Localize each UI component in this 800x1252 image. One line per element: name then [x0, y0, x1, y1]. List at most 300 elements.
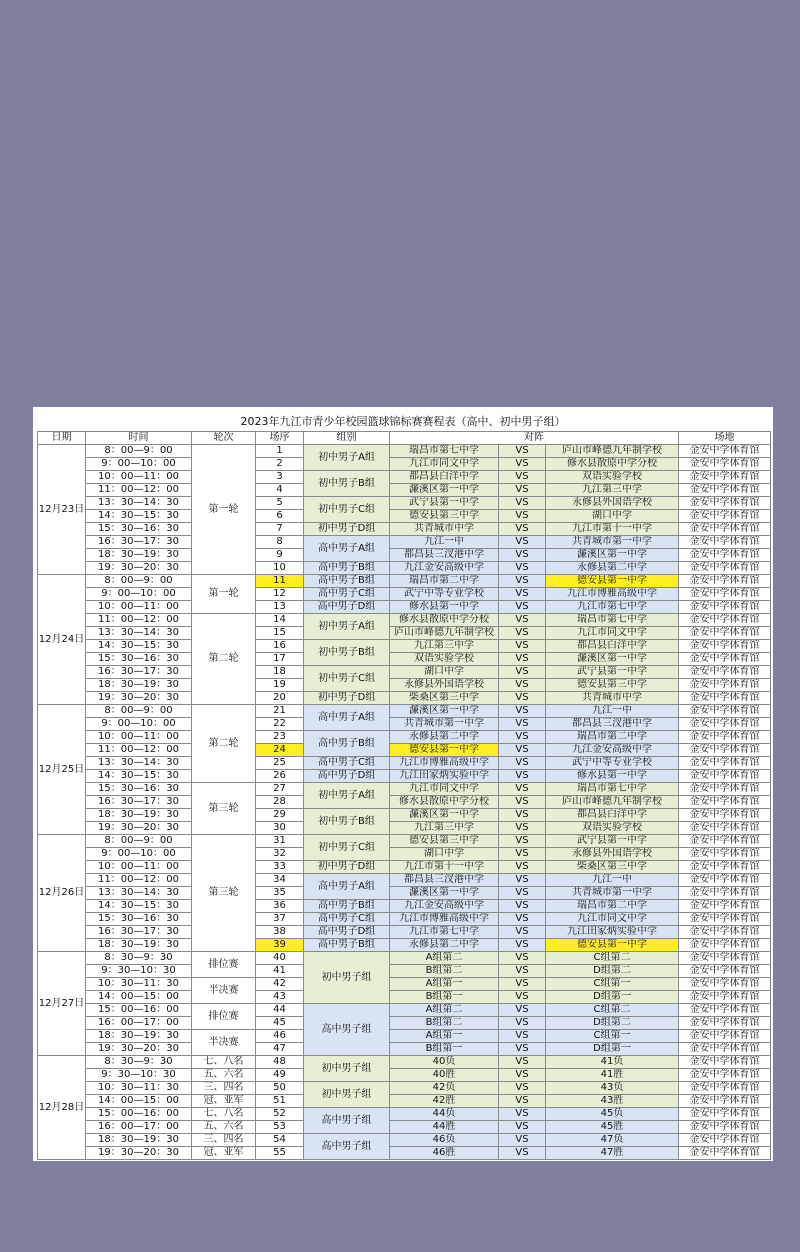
vs-label: VS — [499, 1069, 546, 1082]
team-home: 濂溪区第一中学 — [390, 484, 499, 497]
group-cell: 高中男子组 — [304, 1134, 390, 1160]
venue-cell: 金安中学体育馆 — [679, 1030, 771, 1043]
table-row — [38, 770, 771, 783]
game-number: 13 — [256, 601, 304, 614]
table-row — [38, 484, 771, 497]
game-number: 1 — [256, 445, 304, 458]
team-away: 修水县第一中学 — [546, 770, 679, 783]
round-cell: 七、八名 — [192, 1108, 256, 1121]
team-away: 47胜 — [546, 1147, 679, 1160]
team-home: 庐山市峰德九年制学校 — [390, 627, 499, 640]
team-away: 九江市同文中学 — [546, 913, 679, 926]
table-row — [38, 523, 771, 536]
team-home: 42负 — [390, 1082, 499, 1095]
game-number: 37 — [256, 913, 304, 926]
venue-cell: 金安中学体育馆 — [679, 731, 771, 744]
team-away: D组第一 — [546, 1043, 679, 1056]
team-away: 瑞昌市第二中学 — [546, 731, 679, 744]
team-home: A组第二 — [390, 1004, 499, 1017]
game-number: 33 — [256, 861, 304, 874]
venue-cell: 金安中学体育馆 — [679, 666, 771, 679]
vs-label: VS — [499, 601, 546, 614]
venue-cell: 金安中学体育馆 — [679, 991, 771, 1004]
table-row — [38, 822, 771, 835]
time-cell: 10：30—11：30 — [86, 978, 192, 991]
team-home: 瑞昌市第七中学 — [390, 445, 499, 458]
header-matchup: 对阵 — [390, 432, 679, 445]
time-cell: 18：30—19：30 — [86, 679, 192, 692]
team-away: 庐山市峰德九年制学校 — [546, 445, 679, 458]
venue-cell: 金安中学体育馆 — [679, 822, 771, 835]
table-row — [38, 588, 771, 601]
game-number: 51 — [256, 1095, 304, 1108]
table-row — [38, 510, 771, 523]
round-cell: 五、六名 — [192, 1069, 256, 1082]
table-row — [38, 705, 771, 718]
round-cell: 第三轮 — [192, 835, 256, 952]
game-number: 45 — [256, 1017, 304, 1030]
page-title: 2023年九江市青少年校园篮球锦标赛赛程表（高中、初中男子组） — [240, 415, 566, 428]
team-home: 永修县第二中学 — [390, 731, 499, 744]
time-cell: 16：30—17：30 — [86, 926, 192, 939]
group-cell: 初中男子D组 — [304, 861, 390, 874]
team-away: 共青城市第一中学 — [546, 536, 679, 549]
date-cell: 12月27日 — [38, 952, 86, 1056]
team-home: B组第二 — [390, 1017, 499, 1030]
venue-cell: 金安中学体育馆 — [679, 1069, 771, 1082]
group-cell: 高中男子组 — [304, 1108, 390, 1134]
team-home: B组第一 — [390, 991, 499, 1004]
team-away: 武宁县第一中学 — [546, 835, 679, 848]
table-row — [38, 614, 771, 627]
round-cell: 排位赛 — [192, 952, 256, 978]
team-home: 44胜 — [390, 1121, 499, 1134]
venue-cell: 金安中学体育馆 — [679, 458, 771, 471]
team-away: 双语实验学校 — [546, 822, 679, 835]
venue-cell: 金安中学体育馆 — [679, 692, 771, 705]
venue-cell: 金安中学体育馆 — [679, 718, 771, 731]
group-cell: 初中男子组 — [304, 1082, 390, 1108]
group-cell: 初中男子组 — [304, 1056, 390, 1082]
time-cell: 14：30—15：30 — [86, 770, 192, 783]
table-row — [38, 809, 771, 822]
game-number: 38 — [256, 926, 304, 939]
table-row — [38, 744, 771, 757]
team-away: 九江第三中学 — [546, 484, 679, 497]
time-cell: 14：30—15：30 — [86, 900, 192, 913]
vs-label: VS — [499, 900, 546, 913]
team-home: 共青城市中学 — [390, 523, 499, 536]
vs-label: VS — [499, 588, 546, 601]
header-game: 场序 — [256, 432, 304, 445]
vs-label: VS — [499, 1056, 546, 1069]
game-number: 35 — [256, 887, 304, 900]
venue-cell: 金安中学体育馆 — [679, 523, 771, 536]
vs-label: VS — [499, 614, 546, 627]
team-home: 修水县散原中学分校 — [390, 614, 499, 627]
group-cell: 初中男子A组 — [304, 445, 390, 471]
table-row — [38, 1017, 771, 1030]
vs-label: VS — [499, 796, 546, 809]
table-row — [38, 1082, 771, 1095]
time-cell: 15：30—16：30 — [86, 913, 192, 926]
vs-label: VS — [499, 965, 546, 978]
time-cell: 10：00—11：00 — [86, 731, 192, 744]
team-home: 46负 — [390, 1134, 499, 1147]
team-away: 瑞昌市第二中学 — [546, 900, 679, 913]
table-row — [38, 666, 771, 679]
venue-cell: 金安中学体育馆 — [679, 549, 771, 562]
time-cell: 13：30—14：30 — [86, 627, 192, 640]
team-home: 湖口中学 — [390, 848, 499, 861]
team-away: 九江市同文中学 — [546, 627, 679, 640]
time-cell: 16：30—17：30 — [86, 666, 192, 679]
table-row — [38, 445, 771, 458]
time-cell: 10：00—11：00 — [86, 601, 192, 614]
vs-label: VS — [499, 679, 546, 692]
venue-cell: 金安中学体育馆 — [679, 1108, 771, 1121]
vs-label: VS — [499, 744, 546, 757]
game-number: 43 — [256, 991, 304, 1004]
venue-cell: 金安中学体育馆 — [679, 471, 771, 484]
schedule-body — [38, 445, 771, 1160]
team-home: A组第一 — [390, 978, 499, 991]
team-home: B组第二 — [390, 965, 499, 978]
header-group: 组别 — [304, 432, 390, 445]
vs-label: VS — [499, 731, 546, 744]
table-row — [38, 458, 771, 471]
game-number: 29 — [256, 809, 304, 822]
vs-label: VS — [499, 458, 546, 471]
game-number: 17 — [256, 653, 304, 666]
venue-cell: 金安中学体育馆 — [679, 679, 771, 692]
team-away: 双语实验学校 — [546, 471, 679, 484]
vs-label: VS — [499, 497, 546, 510]
team-away: 瑞昌市第七中学 — [546, 783, 679, 796]
venue-cell: 金安中学体育馆 — [679, 1043, 771, 1056]
time-cell: 8：30—9：30 — [86, 1056, 192, 1069]
time-cell: 8：00—9：00 — [86, 445, 192, 458]
venue-cell: 金安中学体育馆 — [679, 848, 771, 861]
table-row — [38, 1004, 771, 1017]
time-cell: 11：00—12：00 — [86, 874, 192, 887]
vs-label: VS — [499, 549, 546, 562]
round-cell: 第一轮 — [192, 575, 256, 614]
group-cell: 高中男子C组 — [304, 913, 390, 926]
venue-cell: 金安中学体育馆 — [679, 757, 771, 770]
team-away: C组第二 — [546, 1004, 679, 1017]
table-row — [38, 471, 771, 484]
date-cell: 12月24日 — [38, 575, 86, 705]
date-cell: 12月28日 — [38, 1056, 86, 1160]
vs-label: VS — [499, 692, 546, 705]
team-away: 都昌县白洋中学 — [546, 809, 679, 822]
venue-cell: 金安中学体育馆 — [679, 1121, 771, 1134]
vs-label: VS — [499, 757, 546, 770]
team-away: 41负 — [546, 1056, 679, 1069]
date-cell: 12月25日 — [38, 705, 86, 835]
venue-cell: 金安中学体育馆 — [679, 965, 771, 978]
table-row — [38, 757, 771, 770]
game-number: 12 — [256, 588, 304, 601]
team-home: 九江市同文中学 — [390, 458, 499, 471]
table-row — [38, 796, 771, 809]
group-cell: 初中男子B组 — [304, 640, 390, 666]
team-home: 修水县第一中学 — [390, 601, 499, 614]
team-home: A组第一 — [390, 1030, 499, 1043]
game-number: 42 — [256, 978, 304, 991]
game-number: 9 — [256, 549, 304, 562]
team-home: 42胜 — [390, 1095, 499, 1108]
venue-cell: 金安中学体育馆 — [679, 497, 771, 510]
table-row — [38, 874, 771, 887]
group-cell: 初中男子C组 — [304, 835, 390, 861]
table-row — [38, 679, 771, 692]
vs-label: VS — [499, 848, 546, 861]
table-row — [38, 1147, 771, 1160]
team-away: 九江市博雅高级中学 — [546, 588, 679, 601]
team-away: 九江一中 — [546, 874, 679, 887]
time-cell: 16：00—17：00 — [86, 1121, 192, 1134]
table-row — [38, 939, 771, 952]
team-away: 共青城市第一中学 — [546, 887, 679, 900]
game-number: 23 — [256, 731, 304, 744]
team-away: D组第一 — [546, 991, 679, 1004]
group-cell: 高中男子B组 — [304, 900, 390, 913]
game-number: 19 — [256, 679, 304, 692]
vs-label: VS — [499, 627, 546, 640]
venue-cell: 金安中学体育馆 — [679, 575, 771, 588]
team-home: 都昌县三汊港中学 — [390, 549, 499, 562]
team-home: 武宁中等专业学校 — [390, 588, 499, 601]
table-row — [38, 848, 771, 861]
game-number: 4 — [256, 484, 304, 497]
vs-label: VS — [499, 1004, 546, 1017]
vs-label: VS — [499, 653, 546, 666]
vs-label: VS — [499, 705, 546, 718]
team-home: 九江市博雅高级中学 — [390, 913, 499, 926]
team-away: C组第一 — [546, 1030, 679, 1043]
time-cell: 19：30—20：30 — [86, 1147, 192, 1160]
time-cell: 9：30—10：30 — [86, 1069, 192, 1082]
group-cell: 初中男子A组 — [304, 783, 390, 809]
team-away: 武宁县第一中学 — [546, 666, 679, 679]
round-cell: 五、六名 — [192, 1121, 256, 1134]
game-number: 31 — [256, 835, 304, 848]
team-away: 41胜 — [546, 1069, 679, 1082]
team-away: 共青城市中学 — [546, 692, 679, 705]
game-number: 18 — [256, 666, 304, 679]
team-home: 德安县第一中学 — [390, 744, 499, 757]
vs-label: VS — [499, 887, 546, 900]
team-home: 修水县散原中学分校 — [390, 796, 499, 809]
venue-cell: 金安中学体育馆 — [679, 1095, 771, 1108]
group-cell: 初中男子A组 — [304, 614, 390, 640]
team-home: 瑞昌市第二中学 — [390, 575, 499, 588]
team-home: 九江市博雅高级中学 — [390, 757, 499, 770]
venue-cell: 金安中学体育馆 — [679, 952, 771, 965]
venue-cell: 金安中学体育馆 — [679, 1134, 771, 1147]
vs-label: VS — [499, 926, 546, 939]
team-away: 都昌县三汊港中学 — [546, 718, 679, 731]
table-row — [38, 575, 771, 588]
game-number: 3 — [256, 471, 304, 484]
team-away: C组第一 — [546, 978, 679, 991]
table-row — [38, 1121, 771, 1134]
group-cell: 高中男子B组 — [304, 731, 390, 757]
group-cell: 高中男子D组 — [304, 770, 390, 783]
team-away: 湖口中学 — [546, 510, 679, 523]
vs-label: VS — [499, 952, 546, 965]
venue-cell: 金安中学体育馆 — [679, 1056, 771, 1069]
vs-label: VS — [499, 978, 546, 991]
game-number: 21 — [256, 705, 304, 718]
table-row — [38, 536, 771, 549]
venue-cell: 金安中学体育馆 — [679, 562, 771, 575]
game-number: 49 — [256, 1069, 304, 1082]
round-cell: 半决赛 — [192, 978, 256, 1004]
date-cell: 12月23日 — [38, 445, 86, 575]
group-cell: 初中男子D组 — [304, 523, 390, 536]
table-row — [38, 913, 771, 926]
group-cell: 初中男子组 — [304, 952, 390, 1004]
group-cell: 高中男子A组 — [304, 536, 390, 562]
time-cell: 19：30—20：30 — [86, 1043, 192, 1056]
team-home: 共青城市第一中学 — [390, 718, 499, 731]
header-round: 轮次 — [192, 432, 256, 445]
team-home: 九江第三中学 — [390, 640, 499, 653]
venue-cell: 金安中学体育馆 — [679, 796, 771, 809]
venue-cell: 金安中学体育馆 — [679, 627, 771, 640]
team-home: 九江市第七中学 — [390, 926, 499, 939]
team-away: 永修县外国语学校 — [546, 497, 679, 510]
venue-cell: 金安中学体育馆 — [679, 1017, 771, 1030]
game-number: 16 — [256, 640, 304, 653]
game-number: 5 — [256, 497, 304, 510]
venue-cell: 金安中学体育馆 — [679, 913, 771, 926]
table-row — [38, 952, 771, 965]
team-away: D组第二 — [546, 1017, 679, 1030]
time-cell: 18：30—19：30 — [86, 549, 192, 562]
venue-cell: 金安中学体育馆 — [679, 770, 771, 783]
time-cell: 9：00—10：00 — [86, 718, 192, 731]
table-row — [38, 887, 771, 900]
vs-label: VS — [499, 510, 546, 523]
group-cell: 高中男子B组 — [304, 562, 390, 575]
game-number: 50 — [256, 1082, 304, 1095]
venue-cell: 金安中学体育馆 — [679, 510, 771, 523]
time-cell: 18：30—19：30 — [86, 1134, 192, 1147]
team-away: 43胜 — [546, 1095, 679, 1108]
game-number: 14 — [256, 614, 304, 627]
vs-label: VS — [499, 640, 546, 653]
group-cell: 高中男子A组 — [304, 874, 390, 900]
team-home: 九江市第十一中学 — [390, 861, 499, 874]
game-number: 32 — [256, 848, 304, 861]
group-cell: 初中男子B组 — [304, 471, 390, 497]
venue-cell: 金安中学体育馆 — [679, 705, 771, 718]
header-row — [38, 432, 771, 445]
group-cell: 初中男子C组 — [304, 666, 390, 692]
venue-cell: 金安中学体育馆 — [679, 978, 771, 991]
round-cell: 冠、亚军 — [192, 1095, 256, 1108]
schedule-sheet — [33, 407, 773, 1161]
group-cell: 初中男子C组 — [304, 497, 390, 523]
venue-cell: 金安中学体育馆 — [679, 588, 771, 601]
vs-label: VS — [499, 1147, 546, 1160]
round-cell: 冠、亚军 — [192, 1147, 256, 1160]
vs-label: VS — [499, 523, 546, 536]
time-cell: 10：00—11：00 — [86, 471, 192, 484]
team-away: 九江一中 — [546, 705, 679, 718]
team-home: 濂溪区第一中学 — [390, 809, 499, 822]
round-cell: 半决赛 — [192, 1030, 256, 1056]
game-number: 15 — [256, 627, 304, 640]
team-home: 德安县第三中学 — [390, 835, 499, 848]
vs-label: VS — [499, 991, 546, 1004]
vs-label: VS — [499, 575, 546, 588]
time-cell: 11：00—12：00 — [86, 484, 192, 497]
group-cell: 高中男子组 — [304, 1004, 390, 1056]
team-home: 44负 — [390, 1108, 499, 1121]
game-number: 44 — [256, 1004, 304, 1017]
venue-cell: 金安中学体育馆 — [679, 653, 771, 666]
team-home: 都昌县三汊港中学 — [390, 874, 499, 887]
header-date: 日期 — [38, 432, 86, 445]
table-row — [38, 497, 771, 510]
game-number: 10 — [256, 562, 304, 575]
time-cell: 15：00—16：00 — [86, 1108, 192, 1121]
time-cell: 9：00—10：00 — [86, 588, 192, 601]
table-row — [38, 978, 771, 991]
team-away: 43负 — [546, 1082, 679, 1095]
time-cell: 16：30—17：30 — [86, 796, 192, 809]
table-row — [38, 1108, 771, 1121]
vs-label: VS — [499, 809, 546, 822]
time-cell: 15：30—16：30 — [86, 783, 192, 796]
round-cell: 第二轮 — [192, 705, 256, 783]
game-number: 46 — [256, 1030, 304, 1043]
game-number: 28 — [256, 796, 304, 809]
team-home: 46胜 — [390, 1147, 499, 1160]
team-away: 德安县第一中学 — [546, 575, 679, 588]
time-cell: 9：00—10：00 — [86, 848, 192, 861]
group-cell: 初中男子B组 — [304, 809, 390, 835]
team-home: 九江市同文中学 — [390, 783, 499, 796]
vs-label: VS — [499, 1030, 546, 1043]
table-row — [38, 1095, 771, 1108]
time-cell: 14：30—15：30 — [86, 510, 192, 523]
venue-cell: 金安中学体育馆 — [679, 536, 771, 549]
time-cell: 8：00—9：00 — [86, 575, 192, 588]
table-row — [38, 549, 771, 562]
team-home: 濂溪区第一中学 — [390, 705, 499, 718]
team-away: 瑞昌市第七中学 — [546, 614, 679, 627]
team-away: 九江田家炳实验中学 — [546, 926, 679, 939]
venue-cell: 金安中学体育馆 — [679, 1082, 771, 1095]
round-cell: 第二轮 — [192, 614, 256, 705]
time-cell: 9：00—10：00 — [86, 458, 192, 471]
team-away: 武宁中等专业学校 — [546, 757, 679, 770]
vs-label: VS — [499, 1017, 546, 1030]
time-cell: 13：30—14：30 — [86, 497, 192, 510]
team-away: 九江金安高级中学 — [546, 744, 679, 757]
schedule-table — [37, 431, 771, 1160]
group-cell: 高中男子D组 — [304, 926, 390, 939]
round-cell: 三、四名 — [192, 1134, 256, 1147]
venue-cell: 金安中学体育馆 — [679, 874, 771, 887]
game-number: 55 — [256, 1147, 304, 1160]
